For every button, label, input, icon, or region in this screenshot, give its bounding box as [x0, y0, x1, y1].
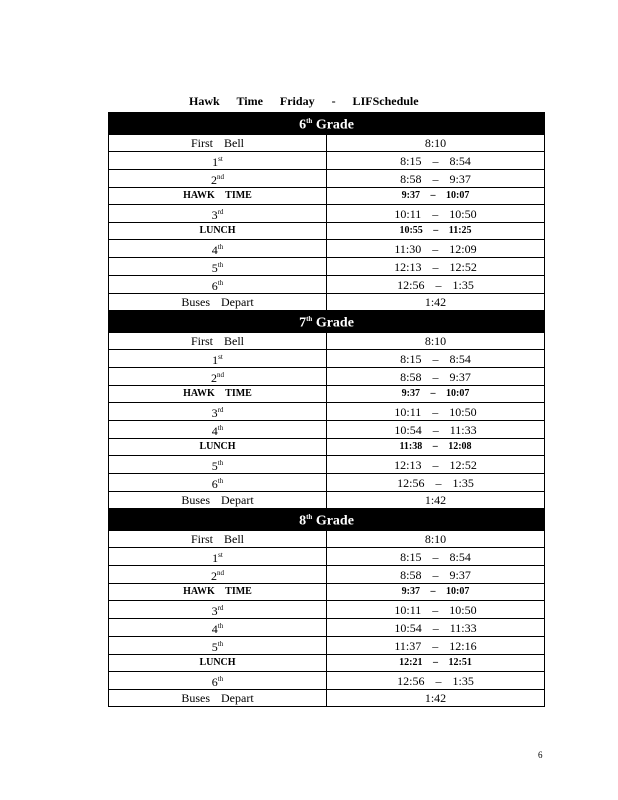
period-ordinal-suffix: th — [217, 279, 224, 287]
schedule-row — [109, 566, 545, 584]
period-label: First Bell — [190, 334, 244, 348]
period-name — [109, 492, 327, 509]
period-label: Buses Depart — [181, 295, 254, 309]
period-name — [109, 368, 327, 386]
period-ordinal-suffix: th — [217, 640, 224, 648]
period-name — [109, 672, 327, 690]
period-time: 8:15 – 8:54 — [327, 548, 545, 566]
period-name — [109, 421, 327, 439]
period-label: 1 — [212, 551, 219, 565]
schedule-row — [109, 170, 545, 188]
period-time: 9:37 – 10:07 — [327, 584, 545, 601]
period-time: 1:42 — [327, 690, 545, 707]
grade-number: 6 — [299, 117, 307, 133]
period-time: 10:55 – 11:25 — [327, 223, 545, 240]
period-time: 11:37 – 12:16 — [327, 637, 545, 655]
period-time: 1:42 — [327, 492, 545, 509]
period-name — [109, 350, 327, 368]
period-time: 10:54 – 11:33 — [327, 421, 545, 439]
schedule-row — [109, 240, 545, 258]
period-name — [109, 135, 327, 152]
period-label: 2 — [211, 371, 217, 385]
period-ordinal-suffix: th — [217, 424, 224, 432]
period-label: 5 — [211, 640, 218, 654]
period-label: 6 — [211, 477, 218, 491]
period-name — [109, 240, 327, 258]
period-label: HAWK TIME — [183, 388, 252, 399]
schedule-row — [109, 690, 545, 707]
period-time: 1:42 — [327, 294, 545, 311]
period-ordinal-suffix: th — [217, 243, 224, 251]
period-ordinal-suffix: nd — [217, 173, 224, 181]
schedule-row — [109, 294, 545, 311]
period-name — [109, 439, 327, 456]
period-label: First Bell — [190, 136, 244, 150]
period-label: 1 — [212, 155, 219, 169]
period-name — [109, 637, 327, 655]
period-ordinal-suffix: th — [217, 477, 224, 485]
period-label: 4 — [211, 622, 218, 636]
period-name — [109, 531, 327, 548]
period-label: 4 — [211, 424, 218, 438]
schedule-row — [109, 531, 545, 548]
period-label: LUNCH — [199, 225, 236, 236]
document-title: Hawk Time Friday - LIFSchedule — [189, 94, 419, 108]
schedule-row — [109, 386, 545, 403]
period-name — [109, 223, 327, 240]
schedule-row — [109, 276, 545, 294]
schedule-row — [109, 474, 545, 492]
period-label: Buses Depart — [181, 691, 254, 705]
period-label: 5 — [211, 261, 218, 275]
schedule-row — [109, 492, 545, 509]
schedule-row — [109, 403, 545, 421]
schedule-table — [108, 112, 545, 707]
period-ordinal-suffix: rd — [217, 604, 224, 612]
period-name — [109, 170, 327, 188]
period-label: LUNCH — [199, 441, 236, 452]
period-time: 10:11 – 10:50 — [327, 601, 545, 619]
period-label: Buses Depart — [181, 493, 254, 507]
period-ordinal-suffix: nd — [217, 371, 224, 379]
period-label: 1 — [212, 353, 219, 367]
schedule-row — [109, 672, 545, 690]
period-name — [109, 548, 327, 566]
period-name — [109, 205, 327, 223]
grade-number: 8 — [299, 513, 307, 529]
period-ordinal-suffix: st — [218, 155, 223, 163]
grade-label: Grade — [315, 513, 354, 529]
schedule-row — [109, 368, 545, 386]
schedule-row — [109, 601, 545, 619]
schedule-row — [109, 421, 545, 439]
period-time: 12:56 – 1:35 — [327, 474, 545, 492]
period-time: 8:58 – 9:37 — [327, 566, 545, 584]
period-name — [109, 276, 327, 294]
period-time: 12:56 – 1:35 — [327, 672, 545, 690]
period-label: HAWK TIME — [183, 190, 252, 201]
grade-label: Grade — [315, 117, 354, 133]
period-ordinal-suffix: rd — [217, 208, 224, 216]
period-time: 12:56 – 1:35 — [327, 276, 545, 294]
period-time: 8:15 – 8:54 — [327, 350, 545, 368]
schedule-row — [109, 188, 545, 205]
period-time: 8:10 — [327, 531, 545, 548]
period-name — [109, 258, 327, 276]
period-label: 3 — [211, 604, 218, 618]
schedule-row — [109, 637, 545, 655]
period-name — [109, 690, 327, 707]
period-name — [109, 474, 327, 492]
period-label: 5 — [211, 459, 218, 473]
period-name — [109, 584, 327, 601]
period-time: 11:38 – 12:08 — [327, 439, 545, 456]
period-time: 8:58 – 9:37 — [327, 170, 545, 188]
period-label: LUNCH — [199, 657, 236, 668]
period-label: HAWK TIME — [183, 586, 252, 597]
period-ordinal-suffix: th — [217, 261, 224, 269]
grade-header — [109, 509, 545, 531]
schedule-row — [109, 223, 545, 240]
grade-header — [109, 113, 545, 135]
schedule-row — [109, 333, 545, 350]
grade-number: 7 — [299, 315, 307, 331]
schedule-row — [109, 152, 545, 170]
grade-ordinal-suffix: th — [306, 513, 313, 522]
period-time: 10:54 – 11:33 — [327, 619, 545, 637]
period-time: 9:37 – 10:07 — [327, 386, 545, 403]
period-ordinal-suffix: th — [217, 675, 224, 683]
schedule-row — [109, 439, 545, 456]
schedule-row — [109, 258, 545, 276]
grade-heading — [109, 509, 545, 531]
period-time: 12:21 – 12:51 — [327, 655, 545, 672]
schedule-row — [109, 655, 545, 672]
period-label: 2 — [211, 173, 217, 187]
period-ordinal-suffix: th — [217, 622, 224, 630]
grade-label: Grade — [315, 315, 354, 331]
period-label: First Bell — [190, 532, 244, 546]
schedule-row — [109, 584, 545, 601]
page-number: 6 — [538, 750, 543, 760]
period-name — [109, 655, 327, 672]
period-label: 3 — [211, 208, 218, 222]
grade-ordinal-suffix: th — [306, 315, 313, 324]
period-label: 4 — [211, 243, 218, 257]
period-name — [109, 601, 327, 619]
period-ordinal-suffix: rd — [217, 406, 224, 414]
grade-ordinal-suffix: th — [306, 117, 313, 126]
grade-heading — [109, 113, 545, 135]
period-name — [109, 403, 327, 421]
period-name — [109, 566, 327, 584]
period-name — [109, 619, 327, 637]
grade-header — [109, 311, 545, 333]
period-name — [109, 152, 327, 170]
period-time: 8:58 – 9:37 — [327, 368, 545, 386]
period-label: 3 — [211, 406, 218, 420]
schedule-row — [109, 619, 545, 637]
period-name — [109, 386, 327, 403]
period-label: 6 — [211, 675, 218, 689]
grade-heading — [109, 311, 545, 333]
schedule-row — [109, 548, 545, 566]
period-time: 8:10 — [327, 135, 545, 152]
schedule-row — [109, 456, 545, 474]
period-name — [109, 333, 327, 350]
schedule-row — [109, 350, 545, 368]
period-name — [109, 456, 327, 474]
period-label: 2 — [211, 569, 217, 583]
schedule-row — [109, 205, 545, 223]
period-ordinal-suffix: st — [218, 353, 223, 361]
period-time: 9:37 – 10:07 — [327, 188, 545, 205]
period-time: 12:13 – 12:52 — [327, 258, 545, 276]
period-name — [109, 188, 327, 205]
period-ordinal-suffix: th — [217, 459, 224, 467]
schedule-row — [109, 135, 545, 152]
period-ordinal-suffix: nd — [217, 569, 224, 577]
period-time: 8:15 – 8:54 — [327, 152, 545, 170]
period-time: 10:11 – 10:50 — [327, 205, 545, 223]
period-name — [109, 294, 327, 311]
period-ordinal-suffix: st — [218, 551, 223, 559]
period-time: 10:11 – 10:50 — [327, 403, 545, 421]
schedule-body — [109, 113, 545, 707]
period-label: 6 — [211, 279, 218, 293]
period-time: 8:10 — [327, 333, 545, 350]
period-time: 11:30 – 12:09 — [327, 240, 545, 258]
period-time: 12:13 – 12:52 — [327, 456, 545, 474]
